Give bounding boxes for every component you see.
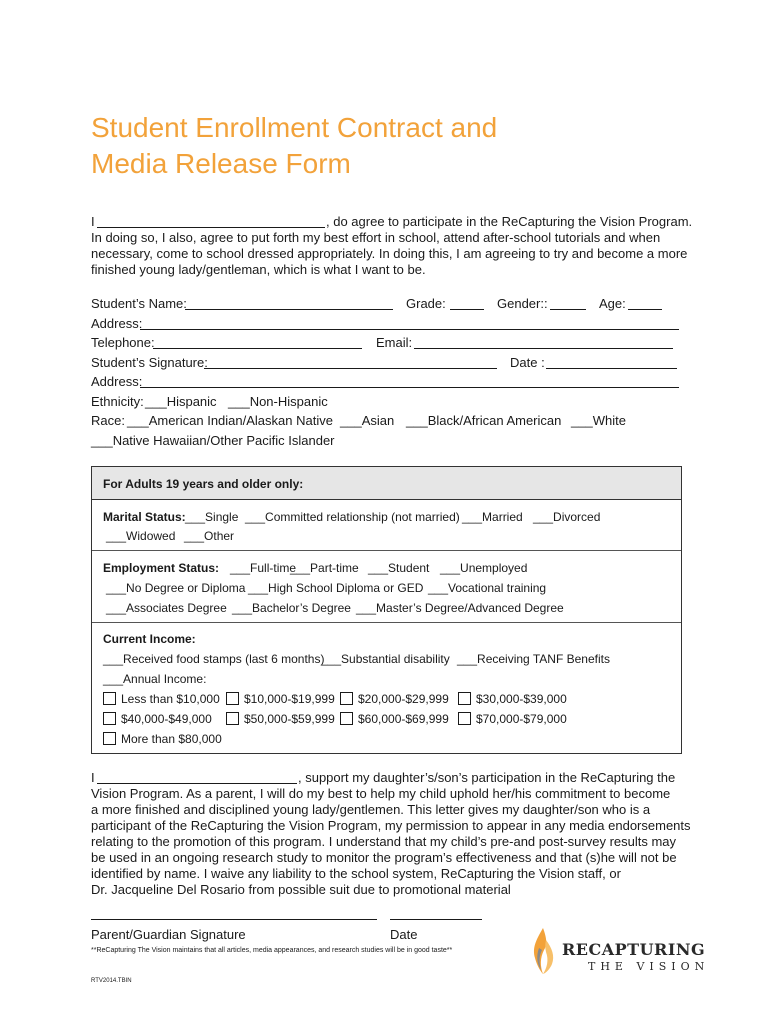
parent-line: a more finished and disciplined young lady/gentlemen. This letter gives my daughter/son who is a xyxy=(91,802,651,817)
intro-line-2: In doing so, I also, agree to put forth my best effort in school, attend after-school tutorials and when xyxy=(91,230,661,245)
education-associates-option[interactable]: ___Associates Degree xyxy=(106,601,227,615)
annual-option-label: More than $80,000 xyxy=(121,732,222,746)
parent-name-blank[interactable] xyxy=(97,783,297,784)
parent-line: identified by name. I waive any liability to the school system, ReCapturing the Vision staff, or xyxy=(91,866,621,881)
footer-note: **ReCapturing The Vision maintains that all articles, media appearances, and research studies will be in good taste** xyxy=(91,947,453,954)
employment-part-time-option[interactable]: ___Part-time xyxy=(290,561,359,575)
ethnicity-non-hispanic-option[interactable]: ___Non-Hispanic xyxy=(228,394,328,409)
education-bachelors-option[interactable]: ___Bachelor’s Degree xyxy=(232,601,351,615)
address-label: Address: xyxy=(91,316,143,331)
education-vocational-option[interactable]: ___Vocational training xyxy=(428,581,547,595)
parent-date-label: Date xyxy=(390,927,418,942)
logo-text-line-2: THE VISION xyxy=(588,960,710,973)
student-name-field[interactable] xyxy=(185,309,393,310)
student-signature-label: Student’s Signature: xyxy=(91,355,208,370)
intro-name-blank[interactable] xyxy=(97,227,325,228)
marital-married-option[interactable]: ___Married xyxy=(462,510,523,524)
ethnicity-label: Ethnicity: xyxy=(91,394,144,409)
email-label: Email: xyxy=(376,335,413,350)
address-field[interactable] xyxy=(140,329,679,330)
race-pacific-islander-option[interactable]: ___Native Hawaiian/Other Pacific Islander xyxy=(91,433,335,448)
parent-line: be used in an ongoing research study to monitor the program’s effectiveness and that (s)he will not be xyxy=(91,850,677,865)
income-food-stamps-option[interactable]: ___Received food stamps (last 6 months) xyxy=(103,652,325,666)
logo-text-line-1: RECAPTURING xyxy=(562,940,706,959)
student-signature-field[interactable] xyxy=(204,368,497,369)
annual-income-option[interactable] xyxy=(340,711,449,727)
parent-prefix: I xyxy=(91,770,95,785)
checkbox[interactable] xyxy=(103,692,116,705)
parent-signature-field[interactable] xyxy=(91,919,377,920)
annual-income-option[interactable] xyxy=(340,691,449,707)
parent-line: Vision Program. As a parent, I will do my best to help my child uphold her/his commitment to become xyxy=(91,786,671,801)
adults-section xyxy=(91,466,682,754)
annual-income-option[interactable] xyxy=(458,711,567,727)
intro-line-3: necessary, come to school dressed appropriately. In doing this, I am agreeing to try and become a more xyxy=(91,246,688,261)
parent-line: Dr. Jacqueline Del Rosario from possible suit due to promotional material xyxy=(91,882,511,897)
education-masters-option[interactable]: ___Master’s Degree/Advanced Degree xyxy=(356,601,564,615)
student-date-label: Date : xyxy=(510,355,545,370)
employment-status-label: Employment Status: xyxy=(103,561,220,575)
income-annual-label[interactable]: ___Annual Income: xyxy=(103,672,207,686)
marital-status-label: Marital Status: xyxy=(103,510,186,524)
annual-income-option[interactable] xyxy=(103,691,220,707)
employment-unemployed-option[interactable]: ___Unemployed xyxy=(440,561,528,575)
intro-prefix: I xyxy=(91,214,95,229)
parent-line: participant of the ReCapturing the Vision Program, my permission to appear in any media endorsements xyxy=(91,818,691,833)
checkbox[interactable] xyxy=(103,732,116,745)
divider xyxy=(92,550,681,551)
checkbox[interactable] xyxy=(340,712,353,725)
divider xyxy=(92,622,681,623)
telephone-field[interactable] xyxy=(153,348,362,349)
annual-income-option[interactable] xyxy=(226,711,335,727)
checkbox[interactable] xyxy=(226,692,239,705)
annual-option-label: $60,000-$69,999 xyxy=(358,712,449,726)
race-white-option[interactable]: ___White xyxy=(571,413,626,428)
gender-field[interactable] xyxy=(550,309,586,310)
age-label: Age: xyxy=(599,296,626,311)
employment-student-option[interactable]: ___Student xyxy=(368,561,430,575)
annual-income-option[interactable] xyxy=(226,691,335,707)
annual-option-label: $70,000-$79,000 xyxy=(476,712,567,726)
parent-date-field[interactable] xyxy=(390,919,482,920)
annual-income-option[interactable] xyxy=(103,731,222,747)
race-black-option[interactable]: ___Black/African American xyxy=(406,413,562,428)
marital-divorced-option[interactable]: ___Divorced xyxy=(533,510,601,524)
grade-field[interactable] xyxy=(450,309,484,310)
ethnicity-hispanic-option[interactable]: ___Hispanic xyxy=(145,394,217,409)
annual-option-label: $50,000-$59,999 xyxy=(244,712,335,726)
marital-widowed-option[interactable]: ___Widowed xyxy=(106,529,176,543)
parent-line-1: , support my daughter’s/son’s participation in the ReCapturing the xyxy=(298,770,676,785)
race-label: Race: xyxy=(91,413,125,428)
annual-option-label: $10,000-$19,999 xyxy=(244,692,335,706)
checkbox[interactable] xyxy=(226,712,239,725)
address-2-field[interactable] xyxy=(140,387,679,388)
intro-line-1: , do agree to participate in the ReCapturing the Vision Program. xyxy=(326,214,693,229)
annual-option-label: $30,000-$39,000 xyxy=(476,692,567,706)
page-title-line-1: Student Enrollment Contract and xyxy=(91,112,498,143)
page-title-line-2: Media Release Form xyxy=(91,148,351,179)
marital-committed-option[interactable]: ___Committed relationship (not married) xyxy=(245,510,460,524)
telephone-label: Telephone: xyxy=(91,335,155,350)
form-code: RTV2014.TBIN xyxy=(91,978,132,984)
income-tanf-option[interactable]: ___Receiving TANF Benefits xyxy=(457,652,610,666)
marital-other-option[interactable]: ___Other xyxy=(184,529,235,543)
grade-label: Grade: xyxy=(406,296,446,311)
parent-line: relating to the promotion of this program. I understand that my child’s pre-and post-survey results may xyxy=(91,834,677,849)
checkbox[interactable] xyxy=(458,712,471,725)
parent-signature-label: Parent/Guardian Signature xyxy=(91,927,246,942)
flame-logo-icon xyxy=(528,926,558,976)
employment-full-time-option[interactable]: ___Full-time xyxy=(230,561,297,575)
checkbox[interactable] xyxy=(340,692,353,705)
marital-single-option[interactable]: ___Single xyxy=(185,510,239,524)
race-native-american-option[interactable]: ___American Indian/Alaskan Native xyxy=(127,413,333,428)
email-field[interactable] xyxy=(414,348,673,349)
education-no-degree-option[interactable]: ___No Degree or Diploma xyxy=(106,581,246,595)
adults-section-header xyxy=(92,467,681,500)
intro-line-4: finished young lady/gentleman, which is what I want to be. xyxy=(91,262,426,277)
adults-header-text: For Adults 19 years and older only: xyxy=(103,477,304,491)
student-date-field[interactable] xyxy=(546,368,677,369)
checkbox[interactable] xyxy=(458,692,471,705)
gender-label: Gender:: xyxy=(497,296,548,311)
annual-option-label: $40,000-$49,000 xyxy=(121,712,212,726)
income-disability-option[interactable]: ___Substantial disability xyxy=(321,652,450,666)
current-income-label: Current Income: xyxy=(103,632,196,646)
student-name-label: Student’s Name: xyxy=(91,296,187,311)
address-2-label: Address: xyxy=(91,374,143,389)
age-field[interactable] xyxy=(628,309,662,310)
annual-income-option[interactable] xyxy=(103,711,212,727)
annual-income-option[interactable] xyxy=(458,691,567,707)
checkbox[interactable] xyxy=(103,712,116,725)
annual-option-label: $20,000-$29,999 xyxy=(358,692,449,706)
race-asian-option[interactable]: ___Asian xyxy=(340,413,395,428)
education-high-school-option[interactable]: ___High School Diploma or GED xyxy=(248,581,424,595)
annual-option-label: Less than $10,000 xyxy=(121,692,220,706)
